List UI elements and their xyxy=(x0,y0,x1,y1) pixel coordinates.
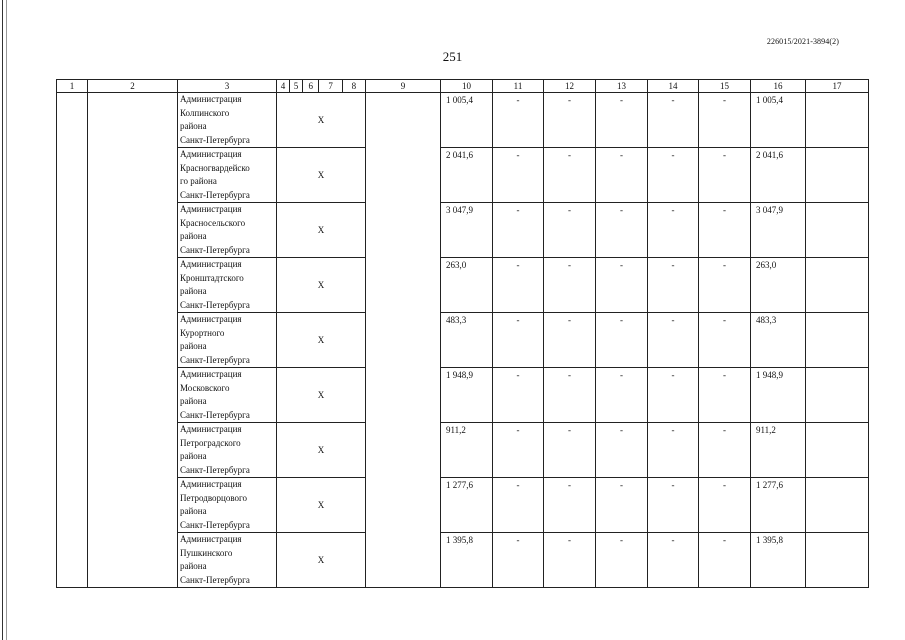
col-header: 16 xyxy=(751,80,806,93)
value-c13: - xyxy=(596,203,648,258)
value-c14: - xyxy=(648,423,699,478)
org-name-line: Санкт-Петербурга xyxy=(180,354,250,365)
value-col-16: 483,3 xyxy=(751,313,806,368)
col-header: 8 xyxy=(342,80,365,92)
org-name-cell xyxy=(178,203,277,258)
value-c15: - xyxy=(699,148,751,203)
value-c15: - xyxy=(699,313,751,368)
value-col-10: 2 041,6 xyxy=(441,148,493,203)
cell-col-17 xyxy=(806,533,869,588)
value-col-16: 1 395,8 xyxy=(751,533,806,588)
org-name-line: Колпинского xyxy=(180,107,230,118)
cell-col-9 xyxy=(366,93,441,588)
col-header: 17 xyxy=(806,80,869,93)
col-header: 1 xyxy=(57,80,88,93)
value-c14: - xyxy=(648,148,699,203)
mark-cell: Х xyxy=(277,423,366,478)
value-col-10: 3 047,9 xyxy=(441,203,493,258)
value-c11: - xyxy=(493,148,544,203)
value-c14: - xyxy=(648,93,699,148)
value-c14: - xyxy=(648,533,699,588)
page-number: 251 xyxy=(442,49,463,64)
value-c12: - xyxy=(544,313,596,368)
org-name-line: Петроградского xyxy=(180,437,241,448)
org-name-cell xyxy=(178,368,277,423)
value-c13: - xyxy=(596,533,648,588)
col-header: 4 xyxy=(280,81,286,91)
value-col-16: 3 047,9 xyxy=(751,203,806,258)
org-name-line: района xyxy=(180,341,207,351)
org-name-cell xyxy=(178,258,277,313)
value-c11: - xyxy=(493,258,544,313)
value-c11: - xyxy=(493,423,544,478)
value-col-16: 911,2 xyxy=(751,423,806,478)
value-c13: - xyxy=(596,93,648,148)
cell-col-2 xyxy=(88,93,178,588)
scan-edge-line xyxy=(2,0,3,640)
value-col-16: 1 277,6 xyxy=(751,478,806,533)
org-name-line: Администрация xyxy=(180,94,242,104)
org-name-cell xyxy=(178,148,277,203)
cell-col-17 xyxy=(806,423,869,478)
value-col-16: 1 948,9 xyxy=(751,368,806,423)
org-name-line: Московского xyxy=(180,382,230,393)
org-name-line: Администрация xyxy=(180,204,242,214)
cell-col-17 xyxy=(806,203,869,258)
col-header: 14 xyxy=(648,80,699,93)
col-header: 2 xyxy=(88,80,178,93)
col-header: 10 xyxy=(441,80,493,93)
table-row xyxy=(57,313,869,368)
budget-table xyxy=(56,79,869,588)
col-header: 7 xyxy=(318,80,341,92)
value-c13: - xyxy=(596,368,648,423)
org-name-line: района xyxy=(180,231,207,241)
cell-col-1 xyxy=(57,93,88,588)
org-name-line: района xyxy=(180,506,207,516)
col-header: 11 xyxy=(493,80,544,93)
mark-cell: Х xyxy=(277,203,366,258)
value-c11: - xyxy=(493,203,544,258)
org-name-line: Петродворцового xyxy=(180,492,248,503)
value-c11: - xyxy=(493,313,544,368)
value-col-10: 483,3 xyxy=(441,313,493,368)
value-c15: - xyxy=(699,93,751,148)
table-row xyxy=(57,423,869,478)
value-c14: - xyxy=(648,258,699,313)
value-c15: - xyxy=(699,533,751,588)
mark-cell: Х xyxy=(277,533,366,588)
org-name-line: Санкт-Петербурга xyxy=(180,409,250,420)
org-name-line: Администрация xyxy=(180,424,242,434)
table-row xyxy=(57,533,869,588)
table-row xyxy=(57,478,869,533)
value-c14: - xyxy=(648,313,699,368)
value-c12: - xyxy=(544,368,596,423)
value-c15: - xyxy=(699,258,751,313)
value-c13: - xyxy=(596,423,648,478)
org-name-line: Администрация xyxy=(180,314,242,324)
org-name-line: Санкт-Петербурга xyxy=(180,189,250,200)
value-c11: - xyxy=(493,533,544,588)
org-name-line: го района xyxy=(180,176,217,186)
org-name-line: Кронштадтского xyxy=(180,272,244,283)
col-header: 15 xyxy=(699,80,751,93)
header-row xyxy=(57,80,869,93)
org-name-line: района xyxy=(180,451,207,461)
value-col-10: 1 005,4 xyxy=(441,93,493,148)
value-c15: - xyxy=(699,423,751,478)
value-c12: - xyxy=(544,148,596,203)
org-name-line: Курортного xyxy=(180,327,225,338)
org-name-line: Администрация xyxy=(180,259,242,269)
org-name-cell xyxy=(178,93,277,148)
col-header: 6 xyxy=(302,80,318,92)
org-name-line: района xyxy=(180,286,207,296)
org-name-line: Администрация xyxy=(180,369,242,379)
value-col-16: 2 041,6 xyxy=(751,148,806,203)
value-c12: - xyxy=(544,203,596,258)
cell-col-17 xyxy=(806,368,869,423)
table-row xyxy=(57,148,869,203)
value-col-10: 1 395,8 xyxy=(441,533,493,588)
cell-col-17 xyxy=(806,93,869,148)
value-c11: - xyxy=(493,368,544,423)
value-c13: - xyxy=(596,258,648,313)
org-name-line: Санкт-Петербурга xyxy=(180,134,250,145)
org-name-line: Санкт-Петербурга xyxy=(180,574,250,585)
value-c15: - xyxy=(699,203,751,258)
value-c11: - xyxy=(493,478,544,533)
value-c14: - xyxy=(648,203,699,258)
mark-cell: Х xyxy=(277,258,366,313)
table-row xyxy=(57,203,869,258)
value-c11: - xyxy=(493,93,544,148)
value-c13: - xyxy=(596,148,648,203)
org-name-line: Администрация xyxy=(180,149,242,159)
value-c14: - xyxy=(648,368,699,423)
org-name-cell xyxy=(178,423,277,478)
org-name-cell xyxy=(178,478,277,533)
col-header: 5 xyxy=(289,80,302,92)
value-c12: - xyxy=(544,533,596,588)
value-c12: - xyxy=(544,478,596,533)
cell-col-17 xyxy=(806,258,869,313)
mark-cell: Х xyxy=(277,93,366,148)
org-name-line: Санкт-Петербурга xyxy=(180,244,250,255)
org-name-line: Красносельского xyxy=(180,217,246,228)
org-name-line: Администрация xyxy=(180,534,242,544)
cell-col-17 xyxy=(806,313,869,368)
mark-cell: Х xyxy=(277,478,366,533)
org-name-cell xyxy=(178,533,277,588)
document-id: 226015/2021-3894(2) xyxy=(766,37,839,46)
value-col-10: 1 277,6 xyxy=(441,478,493,533)
value-col-10: 1 948,9 xyxy=(441,368,493,423)
cell-col-17 xyxy=(806,478,869,533)
org-name-line: района xyxy=(180,561,207,571)
org-name-line: Санкт-Петербурга xyxy=(180,519,250,530)
col-header: 9 xyxy=(366,80,441,93)
org-name-line: района xyxy=(180,396,207,406)
value-col-16: 1 005,4 xyxy=(751,93,806,148)
org-name-line: района xyxy=(180,121,207,131)
col-header-group xyxy=(277,80,366,93)
value-c12: - xyxy=(544,423,596,478)
table-row xyxy=(57,258,869,313)
value-c13: - xyxy=(596,478,648,533)
value-c12: - xyxy=(544,258,596,313)
value-col-10: 911,2 xyxy=(441,423,493,478)
table-row xyxy=(57,93,869,148)
org-name-line: Санкт-Петербурга xyxy=(180,299,250,310)
mark-cell: Х xyxy=(277,368,366,423)
table-row xyxy=(57,368,869,423)
org-name-line: Санкт-Петербурга xyxy=(180,464,250,475)
value-c12: - xyxy=(544,93,596,148)
value-col-10: 263,0 xyxy=(441,258,493,313)
org-name-line: Красногвардейско xyxy=(180,162,250,173)
col-header: 3 xyxy=(178,80,277,93)
col-header: 13 xyxy=(596,80,648,93)
value-c15: - xyxy=(699,478,751,533)
org-name-line: Администрация xyxy=(180,479,242,489)
value-c15: - xyxy=(699,368,751,423)
value-c14: - xyxy=(648,478,699,533)
scan-edge-line xyxy=(6,0,7,640)
org-name-cell xyxy=(178,313,277,368)
value-c13: - xyxy=(596,313,648,368)
mark-cell: Х xyxy=(277,148,366,203)
cell-col-17 xyxy=(806,148,869,203)
org-name-line: Пушкинского xyxy=(180,547,233,558)
mark-cell: Х xyxy=(277,313,366,368)
col-header: 12 xyxy=(544,80,596,93)
value-col-16: 263,0 xyxy=(751,258,806,313)
